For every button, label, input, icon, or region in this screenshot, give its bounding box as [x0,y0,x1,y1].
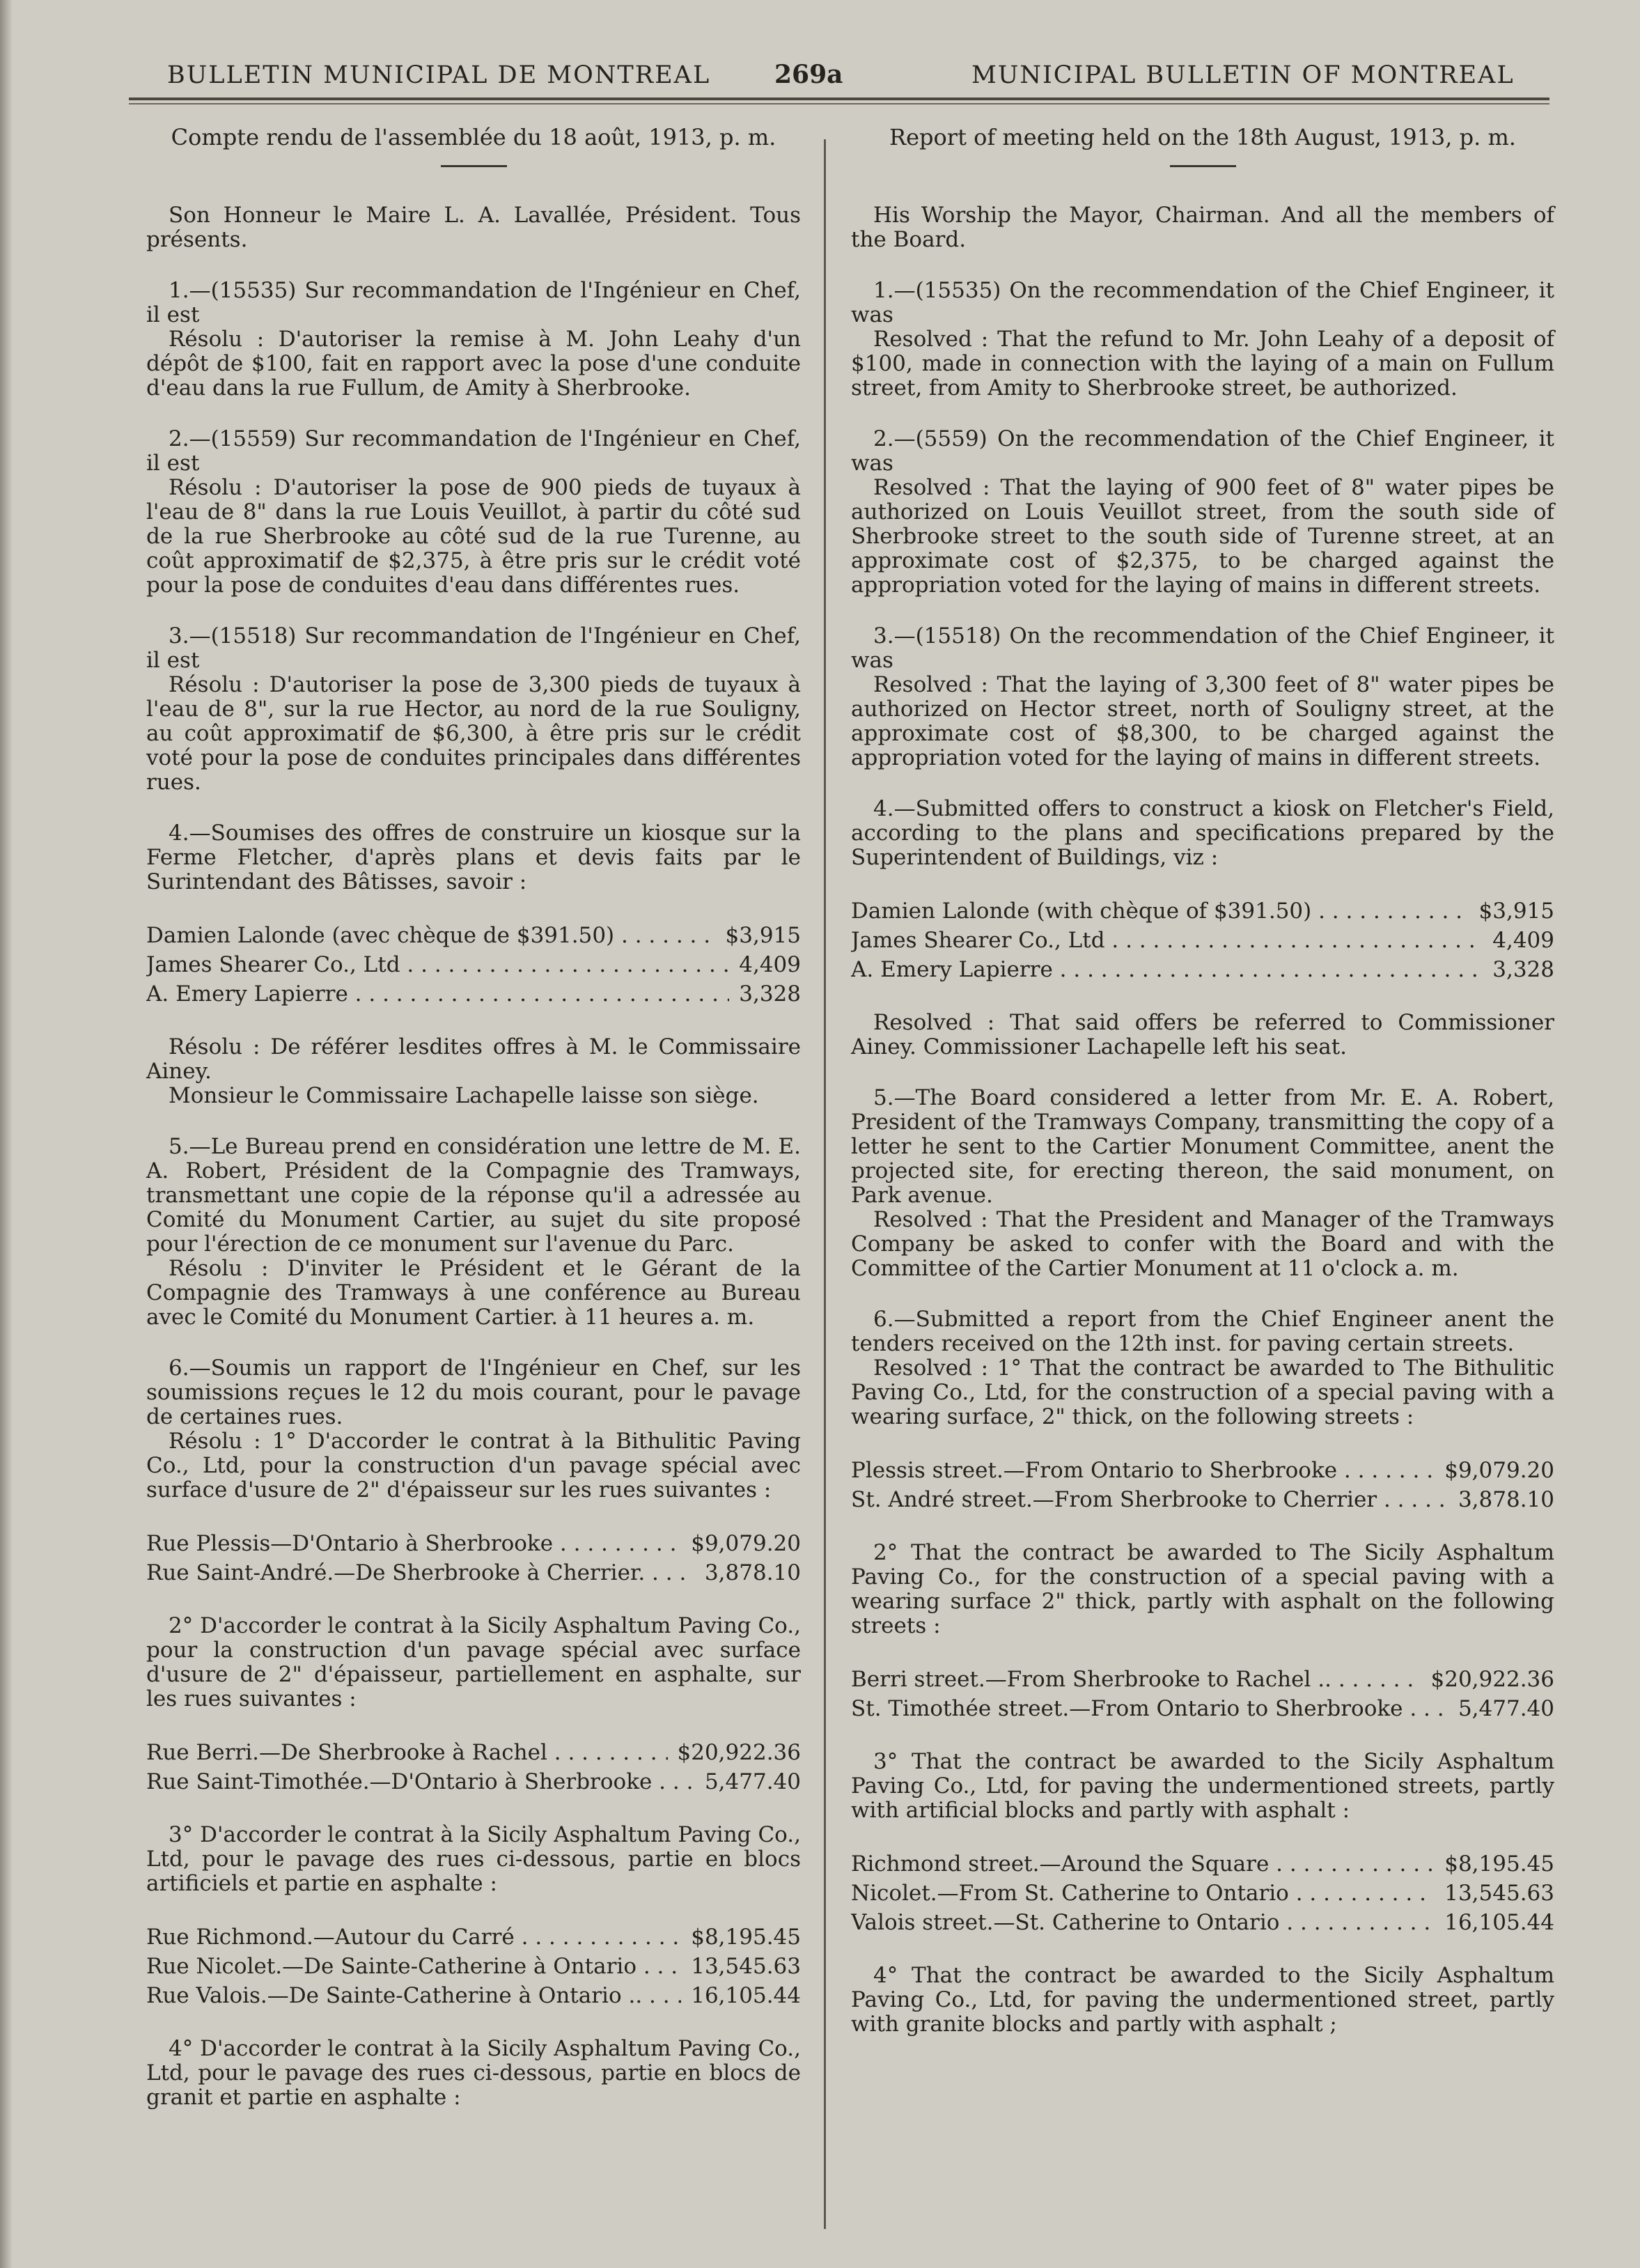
list-item [146,1923,801,1952]
offer-amount: 3,328 [739,981,801,1007]
item2-heading-en: 2.—(5559) On the recommendation of the Chief Engineer, it was [851,426,1554,476]
item3-resolution-en: Resolved : That the laying of 3,300 feet of 8" water pipes be authorized on Hector street, north of Souligny street, at the approximate cost of $8,300, to be charged against the appropriation voted for the laying of mains in different streets. [851,672,1554,770]
paving-list1-en [851,1456,1554,1514]
item6-resolution3-en: 3° That the contract be awarded to the Sicily Asphaltum Paving Co., Ltd, for paving the undermentioned streets, partly with artificial blocks and partly with asphalt : [851,1749,1554,1823]
street-amount: 3,878.10 [704,1560,801,1585]
list-item [851,926,1554,955]
item4-resolution-en: Resolved : That said offers be referred to Commissioner Ainey. Commissioner Lachapelle left his seat. [851,1010,1554,1059]
offer-amount: $3,915 [725,923,801,948]
header-french-title: BULLETIN MUNICIPAL DE MONTREAL [167,61,711,89]
street-name: Rue Nicolet.—De Sainte-Catherine à Ontario . . . . [146,1952,681,1981]
item6-resolution4-fr: 4° D'accorder le contrat à la Sicily Asphaltum Paving Co., Ltd, pour le pavage des rues ci-dessous, partie en blocs de granit et partie en asphalte : [146,2036,801,2110]
list-item [146,921,801,950]
list-item [146,979,801,1009]
item4-resolution-fr: Résolu : De référer lesdites offres à M. le Commissaire Ainey. [146,1034,801,1084]
street-name: Rue Saint-Timothée.—D'Ontario à Sherbrooke . . . [146,1767,695,1796]
item5-resolution-en: Resolved : That the President and Manager of the Tramways Company be asked to confer with the Board and with the Committee of the Cartier Monument at 11 o'clock a. m. [851,1207,1554,1281]
street-name: St. André street.—From Sherbrooke to Cherrier . . . [851,1485,1448,1514]
title-rule-en [1170,165,1236,167]
offer-amount: 4,409 [739,952,801,977]
street-name: Plessis street.—From Ontario to Sherbrooke . . . . [851,1456,1435,1485]
list-item [851,1849,1554,1879]
street-amount: 13,545.63 [1444,1881,1554,1906]
item1-heading-fr: 1.—(15535) Sur recommandation de l'Ingénieur en Chef, il est [146,278,801,327]
street-amount: $9,079.20 [1444,1458,1554,1483]
list-item [146,1558,801,1587]
street-name: Valois street.—St. Catherine to Ontario . . . [851,1908,1435,1937]
street-amount: 5,477.40 [1458,1696,1554,1721]
item2-resolution-fr: Résolu : D'autoriser la pose de 900 pieds de tuyaux à l'eau de 8" dans la rue Louis Veuillot, à partir du côté sud de la rue Sherbrooke au côté sud de la rue Turenne, au coût approximatif de $2,375, à être pris sur le crédit voté pour la pose de conduites d'eau dans différentes rues. [146,475,801,598]
header-english-title: MUNICIPAL BULLETIN OF MONTREAL [971,61,1515,89]
paving-list3-en [851,1849,1554,1937]
offer-amount: 4,409 [1492,928,1554,953]
item6-resolution2-en: 2° That the contract be awarded to The Sicily Asphaltum Paving Co., for the construction of a special paving with a wearing surface 2" thick, partly with asphalt on the following streets : [851,1540,1554,1638]
item2-resolution-en: Resolved : That the laying of 900 feet of 8" water pipes be authorized on Louis Veuillot street, from the south side of Sherbrooke street to the south side of Turenne street, at an approximate cost of $2,375, to be charged against the appropriation voted for the laying of mains in different streets. [851,475,1554,598]
title-rule-fr [441,165,507,167]
street-name: Nicolet.—From St. Catherine to Ontario . . . [851,1879,1435,1908]
item3-heading-fr: 3.—(15518) Sur recommandation de l'Ingénieur en Chef, il est [146,623,801,673]
item5-resolution-fr: Résolu : D'inviter le Président et le Gérant de la Compagnie des Tramways à une conférence au Bureau avec le Comité du Monument Cartier. à 11 heures a. m. [146,1256,801,1330]
offers-list-fr [146,921,801,1009]
street-name: Richmond street.—Around the Square . . . [851,1849,1435,1879]
street-amount: $20,922.36 [677,1740,801,1765]
meeting-title-en: Report of meeting held on the 18th August, 1913, p. m. [889,124,1516,150]
list-item [851,1694,1554,1723]
paving-list2-en [851,1665,1554,1723]
list-item [146,1529,801,1558]
list-item [146,1952,801,1981]
offer-amount: $3,915 [1478,899,1554,924]
list-item [851,1879,1554,1908]
list-item [851,896,1554,926]
item2-heading-fr: 2.—(15559) Sur recommandation de l'Ingénieur en Chef, il est [146,426,801,476]
item1-resolution-fr: Résolu : D'autoriser la remise à M. John Leahy d'un dépôt de $100, fait en rapport avec la pose d'une conduite d'eau dans la rue Fullum, de Amity à Sherbrooke. [146,327,801,401]
street-name: Rue Richmond.—Autour du Carré . . . [146,1923,681,1952]
offer-name: James Shearer Co., Ltd . . . [146,950,729,979]
street-amount: 5,477.40 [704,1769,801,1794]
item5-heading-fr: 5.—Le Bureau prend en considération une lettre de M. E. A. Robert, Président de la Compagnie des Tramways, transmettant une copie de la réponse qu'il a adressée au Comité du Monument Cartier, au sujet du site proposé pour l'érection de ce monument sur l'avenue du Parc. [146,1134,801,1257]
item4-note-fr: Monsieur le Commissaire Lachapelle laisse son siège. [169,1083,759,1108]
item6-resolution1-fr: Résolu : 1° D'accorder le contrat à la Bithulitic Paving Co., Ltd, pour la construction d'un pavage spécial avec surface d'usure de 2" d'épaisseur sur les rues suivantes : [146,1429,801,1502]
page-number: 269a [774,60,843,89]
item3-heading-en: 3.—(15518) On the recommendation of the Chief Engineer, it was [851,623,1554,673]
item3-resolution-fr: Résolu : D'autoriser la pose de 3,300 pieds de tuyaux à l'eau de 8", sur la rue Hector, au nord de la rue Souligny, au coût approximatif de $6,300, à être pris sur le crédit voté pour la pose de conduites principales dans différentes rues. [146,672,801,795]
offer-name: James Shearer Co., Ltd . . . [851,926,1483,955]
item4-heading-fr: 4.—Soumises des offres de construire un kiosque sur la Ferme Fletcher, d'après plans et devis faits par le Surintendant des Bâtisses, savoir : [146,821,801,894]
list-item [851,1665,1554,1694]
street-amount: 16,105.44 [691,1983,801,2008]
street-amount: 16,105.44 [1444,1910,1554,1935]
list-item [146,950,801,979]
item1-heading-en: 1.—(15535) On the recommendation of the Chief Engineer, it was [851,278,1554,327]
header-rule [129,98,1549,100]
item6-resolution2-fr: 2° D'accorder le contrat à la Sicily Asphaltum Paving Co., pour la construction d'un pavage spécial avec surface d'usure de 2" d'épaisseur, partiellement en asphalte, sur les rues suivantes : [146,1613,801,1711]
street-name: St. Timothée street.—From Ontario to Sherbrooke . . . [851,1694,1448,1723]
street-amount: 3,878.10 [1458,1487,1554,1512]
paving-list2-fr [146,1738,801,1796]
item5-heading-en: 5.—The Board considered a letter from Mr. E. A. Robert, President of the Tramways Company, transmitting the copy of a letter he sent to the Cartier Monument Committee, anent the projected site, for erecting thereon, the said monument, on Park avenue. [851,1085,1554,1208]
street-name: Rue Valois.—De Sainte-Catherine à Ontario .. . . . [146,1981,681,2010]
street-name: Berri street.—From Sherbrooke to Rachel .. . . . [851,1665,1421,1694]
offer-name: Damien Lalonde (with chèque of $391.50) . . . [851,896,1469,926]
running-header [0,54,1640,103]
presence-en: His Worship the Mayor, Chairman. And all the members of the Board. [851,203,1554,252]
list-item [851,1456,1554,1485]
header-rule-thin [129,103,1549,104]
item4-heading-en: 4.—Submitted offers to construct a kiosk on Fletcher's Field, according to the plans and specifications prepared by the Superintendent of Buildings, viz : [851,796,1554,870]
list-item [851,1485,1554,1514]
street-amount: $20,922.36 [1430,1667,1554,1692]
list-item [851,1908,1554,1937]
english-column [851,125,1554,2037]
street-amount: $8,195.45 [1444,1851,1554,1877]
street-amount: $8,195.45 [691,1925,801,1950]
street-amount: $9,079.20 [691,1531,801,1556]
list-item [851,955,1554,984]
meeting-title-fr: Compte rendu de l'assemblée du 18 août, 1913, p. m. [171,124,776,150]
presence-fr: Son Honneur le Maire L. A. Lavallée, Président. Tous présents. [146,203,801,252]
street-name: Rue Saint-André.—De Sherbrooke à Cherrier. . . . [146,1558,695,1587]
offer-name: A. Emery Lapierre . . . [146,979,729,1009]
offer-name: A. Emery Lapierre . . . [851,955,1483,984]
list-item [146,1767,801,1796]
item1-resolution-en: Resolved : That the refund to Mr. John Leahy of a deposit of $100, made in connection with the laying of a main on Fullum street, from Amity to Sherbrooke street, be authorized. [851,327,1554,401]
column-divider [824,139,826,2229]
street-name: Rue Plessis—D'Ontario à Sherbrooke . . . [146,1529,681,1558]
list-item [146,1738,801,1767]
item6-resolution1-en: Resolved : 1° That the contract be awarded to The Bithulitic Paving Co., Ltd, for the construction of a special paving with a wearing surface, 2" thick, on the following streets : [851,1356,1554,1429]
item6-resolution4-en: 4° That the contract be awarded to the Sicily Asphaltum Paving Co., Ltd, for paving the undermentioned street, partly with granite blocks and partly with asphalt ; [851,1963,1554,2037]
list-item [146,1981,801,2010]
street-amount: 13,545.63 [691,1954,801,1979]
paving-list3-fr [146,1923,801,2010]
street-name: Rue Berri.—De Sherbrooke à Rachel . . . [146,1738,668,1767]
paving-list1-fr [146,1529,801,1587]
french-column [146,125,801,2110]
item6-resolution3-fr: 3° D'accorder le contrat à la Sicily Asphaltum Paving Co., Ltd, pour le pavage des rues ci-dessous, partie en blocs artificiels et partie en asphalte : [146,1822,801,1896]
offer-name: Damien Lalonde (avec chèque de $391.50) . . . [146,921,716,950]
item6-heading-en: 6.—Submitted a report from the Chief Engineer anent the tenders received on the 12th inst. for paving certain streets. [851,1307,1554,1356]
offers-list-en [851,896,1554,984]
item6-heading-fr: 6.—Soumis un rapport de l'Ingénieur en Chef, sur les soumissions reçues le 12 du mois courant, pour le pavage de certaines rues. [146,1356,801,1429]
offer-amount: 3,328 [1492,957,1554,982]
